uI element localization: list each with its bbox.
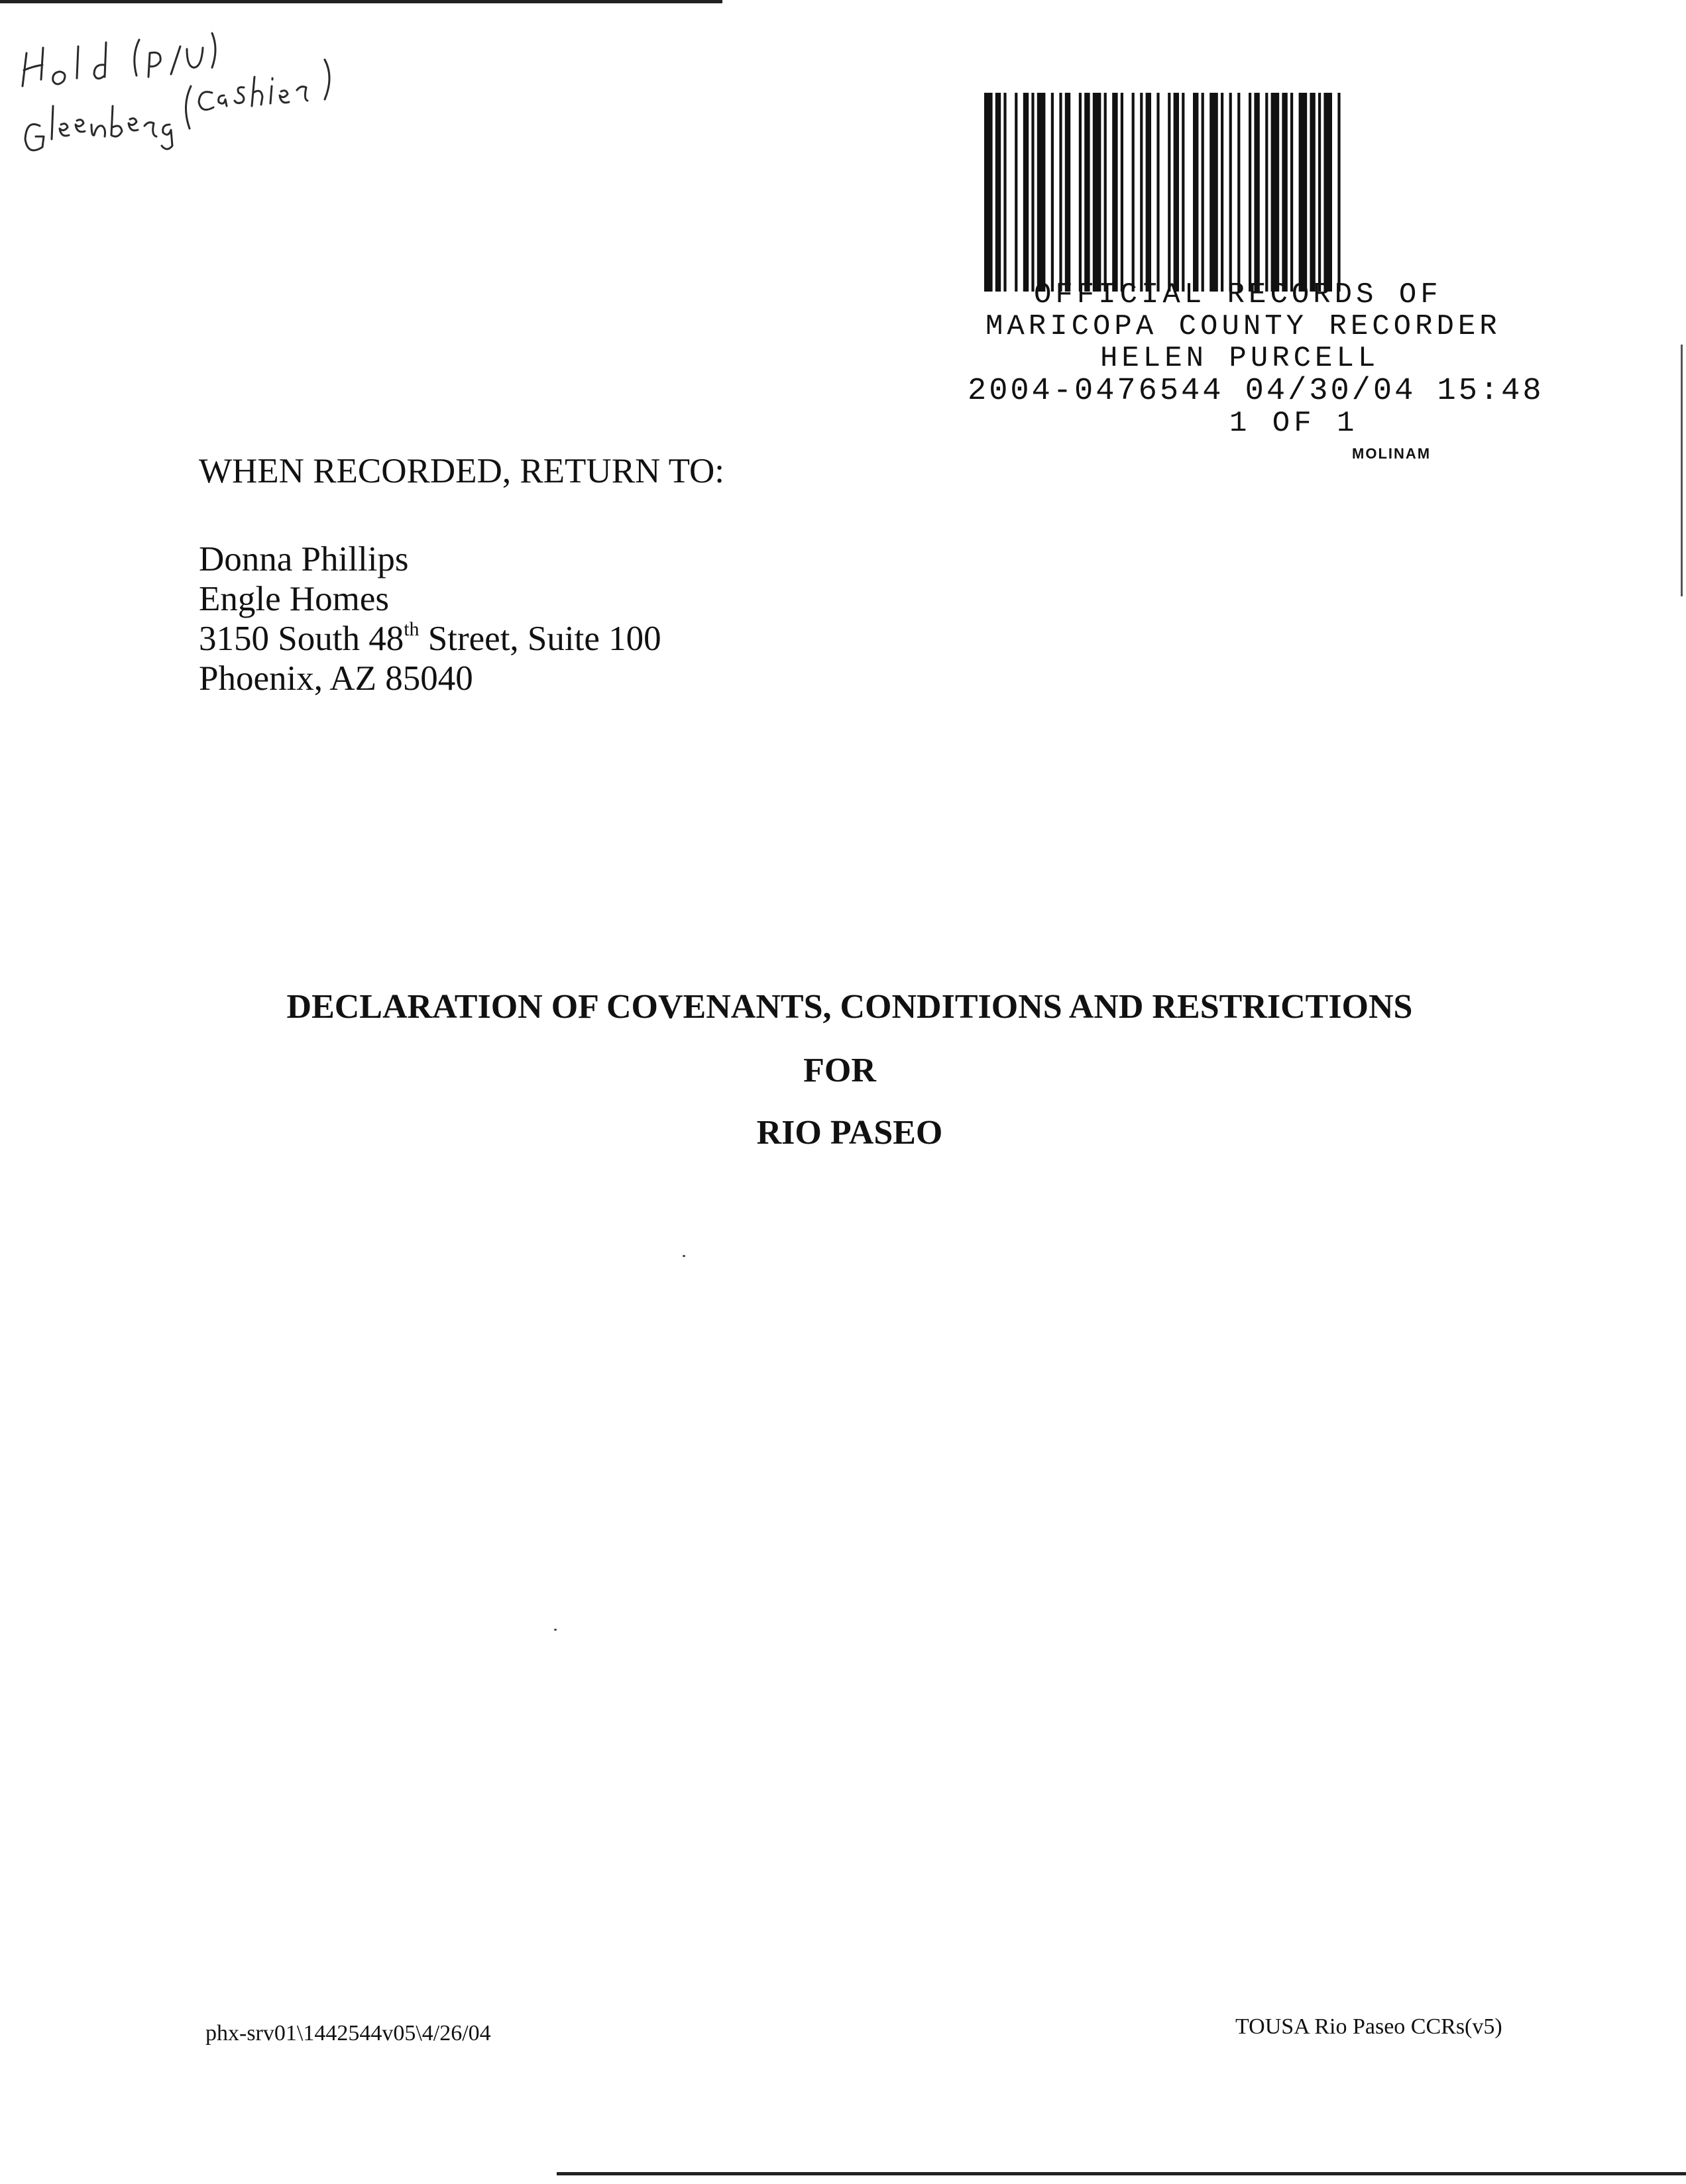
barcode-bar [1146, 93, 1151, 292]
barcode-bar [1323, 93, 1332, 292]
barcode-bar [1229, 93, 1232, 292]
barcode-bar [1079, 93, 1082, 292]
barcode-bar [1265, 93, 1268, 292]
barcode-bar [1031, 93, 1034, 292]
document-title-project: RIO PASEO [756, 1114, 943, 1152]
barcode-bar [1290, 93, 1293, 292]
stamp-recorder-name: HELEN PURCELL [1100, 342, 1380, 375]
barcode-bar [1254, 93, 1259, 292]
barcode-bar [1093, 93, 1101, 292]
barcode-bar [1104, 93, 1107, 292]
handwriting-icon [13, 13, 358, 152]
scan-edge-top [0, 0, 722, 3]
footer-document-id: phx-srv01\1442544v05\4/26/04 [205, 2021, 491, 2046]
stamp-page-count: 1 OF 1 [1229, 407, 1359, 440]
barcode-bar [1271, 93, 1280, 292]
barcode-bar [1337, 93, 1340, 292]
barcode-bar [1318, 93, 1321, 292]
barcode-bar [1140, 93, 1143, 292]
barcode-bar [1202, 93, 1204, 292]
barcode-bar [1132, 93, 1135, 292]
stamp-record-number: 2004-0476544 04/30/04 15:48 [968, 374, 1544, 409]
barcode-bar [1299, 93, 1308, 292]
barcode-bar [1310, 93, 1315, 292]
barcode-bar [1065, 93, 1070, 292]
document-title: DECLARATION OF COVENANTS, CONDITIONS AND RESTRICTIONS [286, 988, 1413, 1026]
barcode-bar [1023, 93, 1029, 292]
street-ordinal-suffix: th [404, 618, 420, 640]
barcode-bar [1121, 93, 1123, 292]
barcode-bar [1249, 93, 1251, 292]
return-to-city: Phoenix, AZ 85040 [199, 659, 473, 698]
barcode-bar [995, 93, 1001, 292]
barcode-bar [1037, 93, 1046, 292]
return-to-name: Donna Phillips [199, 540, 409, 578]
barcode-bar [1112, 93, 1117, 292]
barcode-bar [1015, 93, 1017, 292]
scan-edge-right [1681, 345, 1683, 596]
barcode-bar [1051, 93, 1054, 292]
barcode-bar [1193, 93, 1198, 292]
barcode-bar [1084, 93, 1090, 292]
scan-speck [683, 1255, 685, 1257]
barcode-bar [1168, 93, 1170, 292]
handwritten-note [13, 13, 358, 152]
stamp-clerk-id: MOLINAM [1352, 445, 1432, 462]
barcode-bar [1174, 93, 1179, 292]
barcode-bar [1156, 93, 1159, 292]
return-to-company: Engle Homes [199, 580, 390, 618]
barcode-bar [1003, 93, 1006, 292]
stamp-county-recorder: MARICOPA COUNTY RECORDER [985, 310, 1501, 343]
barcode-bar [1237, 93, 1240, 292]
barcode-bar [984, 93, 993, 292]
stamp-official-records: OFFICIAL RECORDS OF [1034, 278, 1442, 311]
document-title-for: FOR [803, 1052, 876, 1089]
barcode-bar [1182, 93, 1184, 292]
barcode-bar [1209, 93, 1218, 292]
return-to-street [199, 618, 661, 658]
return-to-heading: WHEN RECORDED, RETURN TO: [199, 452, 725, 490]
street-suffix: Street, Suite 100 [419, 620, 661, 658]
scan-edge-bottom [557, 2172, 1686, 2175]
barcode-icon [984, 93, 1468, 292]
barcode-bar [1059, 93, 1062, 292]
scan-speck [554, 1629, 557, 1631]
footer-document-name: TOUSA Rio Paseo CCRs(v5) [1235, 2014, 1502, 2039]
barcode-bar [1221, 93, 1223, 292]
barcode-bar [1282, 93, 1287, 292]
street-prefix: 3150 South 48 [199, 620, 404, 658]
